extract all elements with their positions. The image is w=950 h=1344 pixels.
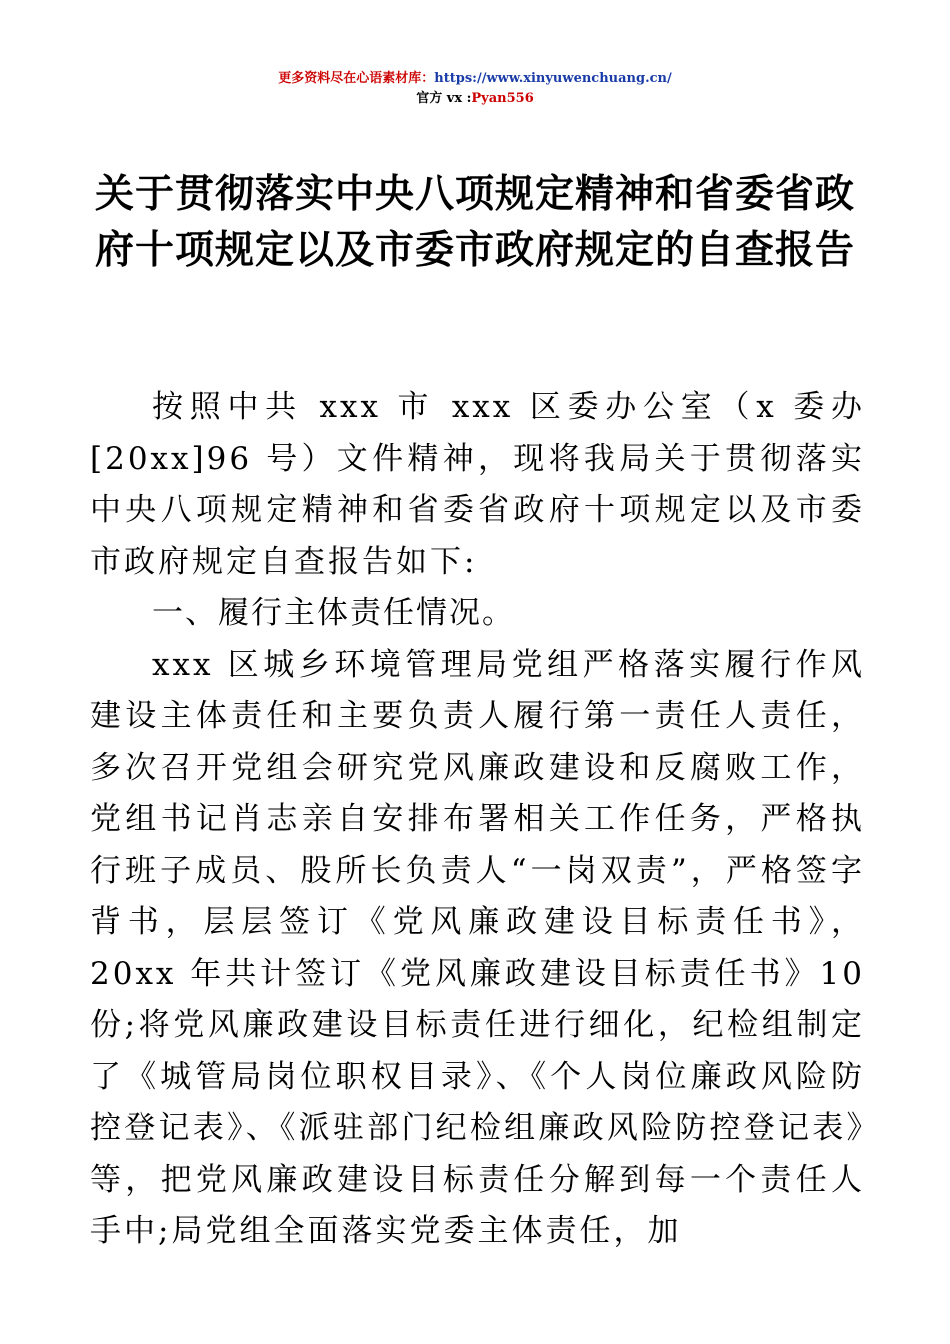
watermark-label: 更多资料尽在心语素材库： (278, 71, 435, 86)
watermark-url[interactable]: https://www.xinyuwenchuang.cn/ (434, 71, 672, 86)
document-title: 关于贯彻落实中央八项规定精神和省委省政府十项规定以及市委市政府规定的自查报告 (94, 171, 855, 273)
watermark-vx-id: Pyan556 (471, 91, 534, 106)
intro-paragraph: 按照中共 xxx 市 xxx 区委办公室（x 委办[20xx]96 号）文件精神，现将我局关于贯彻落实中央八项规定精神和省委省政府十项规定以及市委市政府规定自查报告如下: (90, 389, 865, 580)
watermark-line-1 (0, 70, 950, 88)
watermark-vx-label: 官方 vx : (416, 91, 472, 106)
document-body (90, 382, 865, 1258)
section-1-heading: 一、履行主体责任情况。 (152, 595, 515, 631)
section-1-paragraph: xxx 区城乡环境管理局党组严格落实履行作风建设主体责任和主要负责人履行第一责任人责任，多次召开党组会研究党风廉政建设和反腐败工作，党组书记肖志亲自安排布署相关工作任务，严格执行班子成员、股所长负责人“一岗双责”，严格签字背书，层层签订《党风廉政建设目标责任书》，20xx 年共计签订《党风廉政建设目标责任书》10 份;将党风廉政建设目标责任进行细化，纪检组制定了《城管局岗位职权目录》、《个人岗位廉政风险防控登记表》、《派驻部门纪检组廉政风险防控登记表》等，把党风廉政建设目标责任分解到每一个责任人手中;局党组全面落实党委主体责任，加 (90, 646, 865, 1249)
watermark-line-2 (0, 90, 950, 108)
